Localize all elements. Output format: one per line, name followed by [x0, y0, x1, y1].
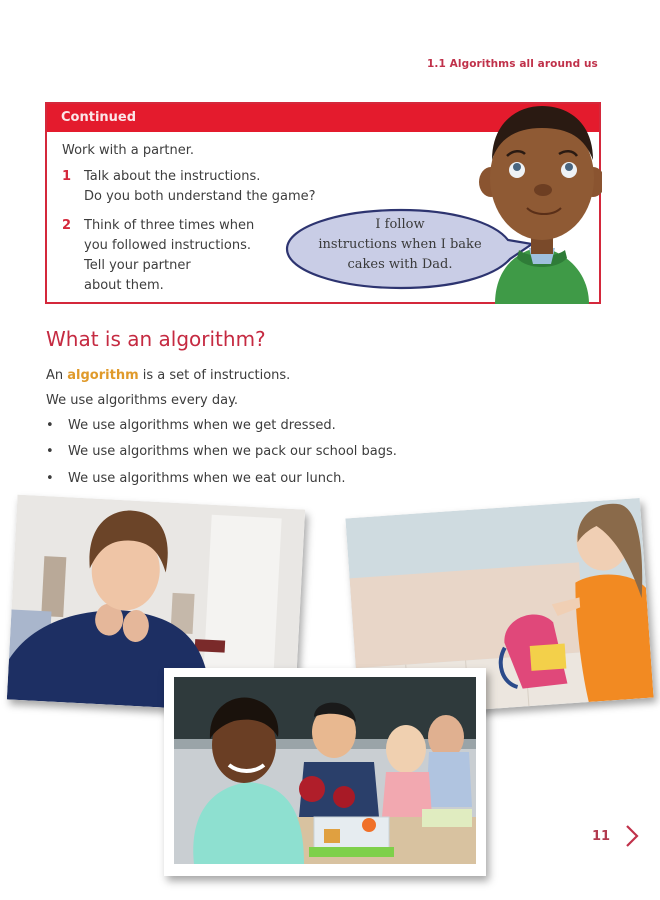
bullet-icon: • — [46, 444, 54, 459]
boy-character-illustration — [477, 98, 602, 304]
everyday-paragraph: We use algorithms every day. — [46, 393, 239, 408]
item-line: Tell your partner — [84, 258, 191, 273]
bubble-line: I follow — [375, 217, 425, 232]
item-number: 1 — [62, 169, 72, 184]
page-number: 11 — [592, 829, 611, 844]
bubble-line: cakes with Dad. — [347, 257, 453, 272]
activity-box — [45, 102, 601, 304]
bubble-line: instructions when I bake — [318, 237, 482, 252]
definition-paragraph — [46, 368, 290, 383]
bullet-text: We use algorithms when we pack our school bags. — [68, 444, 397, 459]
item-line: you followed instructions. — [84, 238, 252, 253]
section-title: What is an algorithm? — [46, 327, 266, 351]
item-line: about them. — [84, 278, 164, 293]
keyword-algorithm: algorithm — [67, 368, 139, 383]
activity-intro: Work with a partner. — [62, 143, 195, 158]
children-eating-lunch-photo — [164, 668, 486, 876]
definition-suffix: is a set of instructions. — [138, 368, 291, 383]
bullet-icon: • — [46, 471, 54, 486]
item-line: Do you both understand the game? — [84, 189, 316, 204]
item-number: 2 — [62, 218, 72, 233]
bullet-icon: • — [46, 418, 54, 433]
definition-prefix: An — [46, 368, 68, 383]
bullet-text: We use algorithms when we eat our lunch. — [68, 471, 346, 486]
item-line: Talk about the instructions. — [84, 169, 261, 184]
item-line: Think of three times when — [84, 218, 255, 233]
next-page-chevron-icon[interactable] — [624, 823, 640, 849]
bullet-text: We use algorithms when we get dressed. — [68, 418, 336, 433]
activity-header-label: Continued — [61, 110, 137, 125]
running-head: 1.1 Algorithms all around us — [427, 58, 598, 70]
